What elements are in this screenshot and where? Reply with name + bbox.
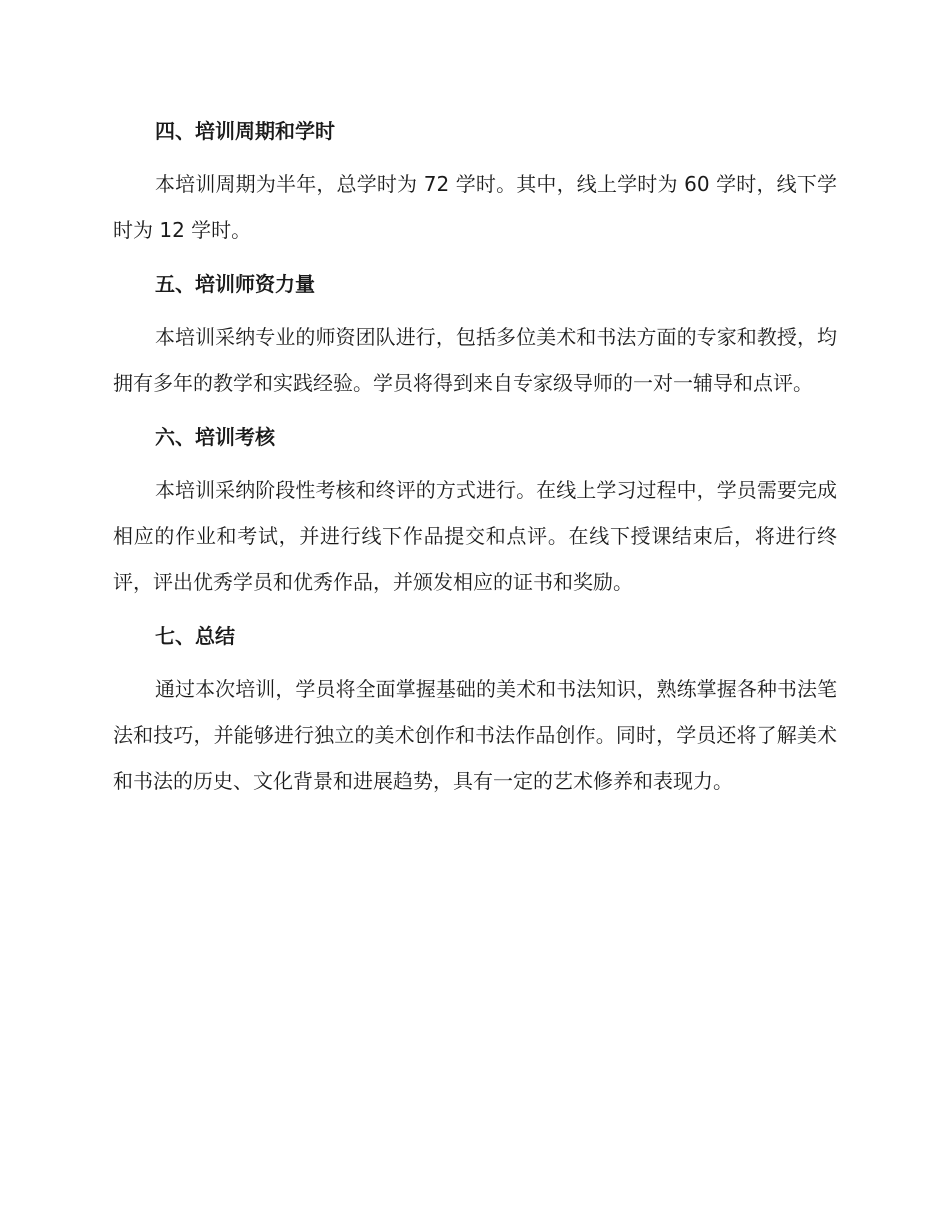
section-summary <box>113 613 837 804</box>
section-paragraph: 本培训采纳专业的师资团队进行，包括多位美术和书法方面的专家和教授，均拥有多年的教学和实践经验。学员将得到来自专家级导师的一对一辅导和点评。 <box>113 325 837 395</box>
section-training-period <box>113 108 837 253</box>
section-heading: 六、培训考核 <box>155 425 275 449</box>
section-heading: 五、培训师资力量 <box>155 272 315 296</box>
section-paragraph: 本培训采纳阶段性考核和终评的方式进行。在线上学习过程中，学员需要完成相应的作业和考试，并进行线下作品提交和点评。在线下授课结束后，将进行终评，评出优秀学员和优秀作品，并颁发相应的证书和奖励。 <box>113 478 837 594</box>
document-content <box>113 108 837 812</box>
section-assessment <box>113 414 837 605</box>
section-heading: 四、培训周期和学时 <box>155 119 335 143</box>
section-paragraph: 本培训周期为半年，总学时为 72 学时。其中，线上学时为 60 学时，线下学时为 12 学时。 <box>113 172 837 242</box>
section-heading: 七、总结 <box>155 624 235 648</box>
section-faculty <box>113 261 837 406</box>
section-paragraph: 通过本次培训，学员将全面掌握基础的美术和书法知识，熟练掌握各种书法笔法和技巧，并能够进行独立的美术创作和书法作品创作。同时，学员还将了解美术和书法的历史、文化背景和进展趋势，具有一定的艺术修养和表现力。 <box>113 677 837 793</box>
